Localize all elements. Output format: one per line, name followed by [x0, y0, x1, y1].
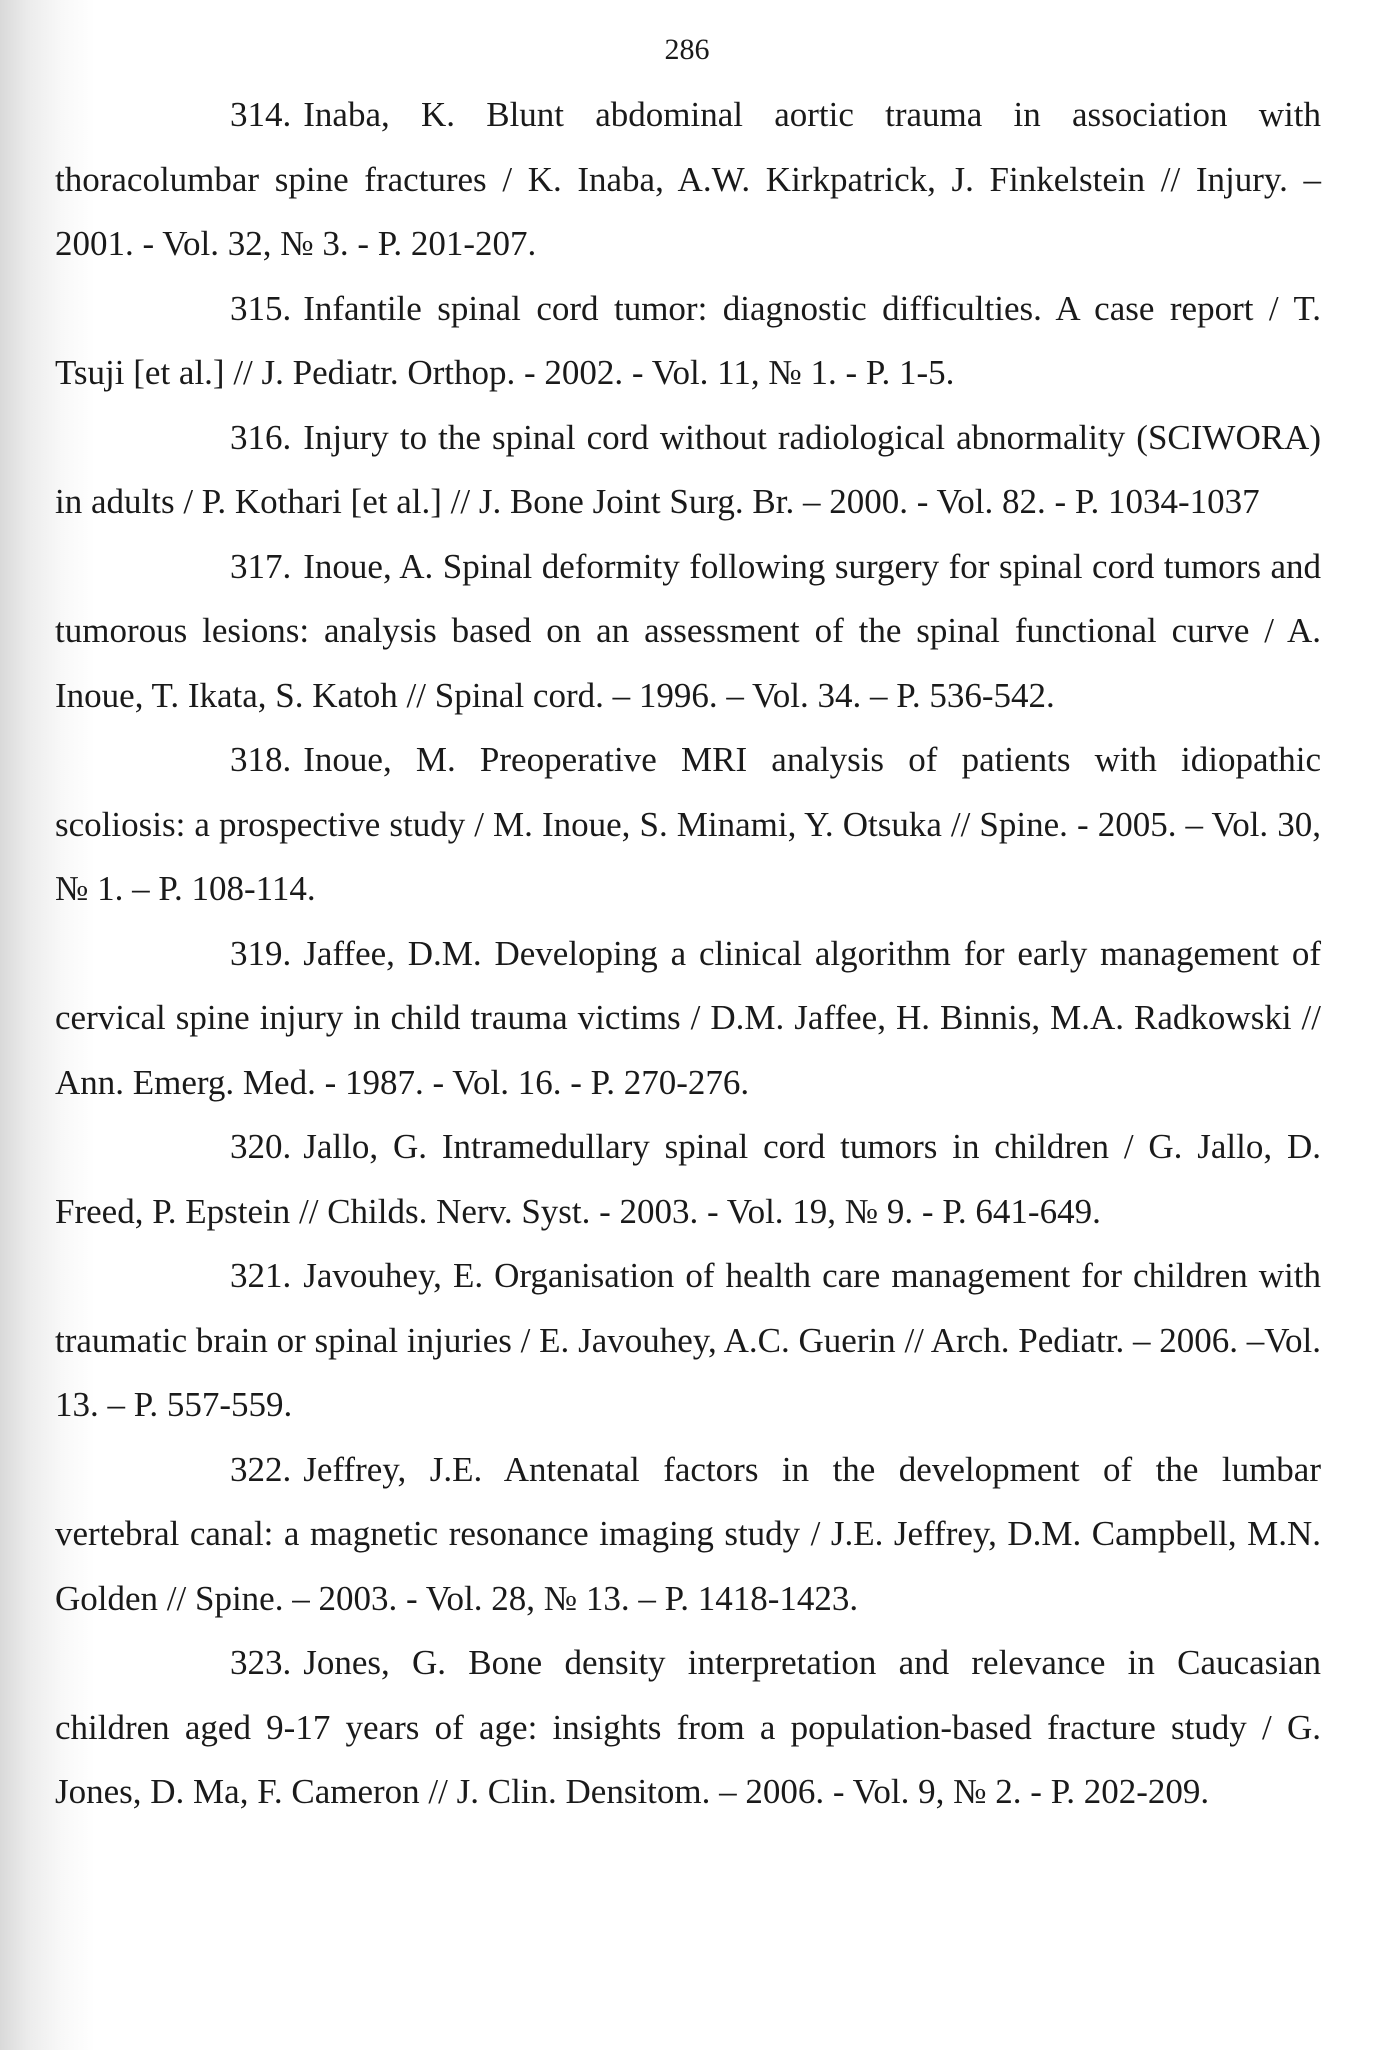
reference-number: 316. — [230, 417, 292, 457]
reference-text: Jaffee, D.M. Developing a clinical algorithm for early management of cervical spine injury in child trauma victims / D.M. Jaffee, H. Binnis, M.A. Radkowski // Ann. Emerg. Med. - 1987. - Vol. 16. - P. 270-276. — [55, 933, 1321, 1102]
reference-item — [55, 83, 1321, 277]
reference-item — [55, 922, 1321, 1116]
reference-number: 320. — [230, 1127, 292, 1166]
reference-item — [55, 1631, 1321, 1825]
reference-number: 317. — [230, 546, 292, 586]
reference-item — [55, 1438, 1321, 1632]
reference-text: Jones, G. Bone density interpretation and relevance in Caucasian children aged 9-17 years of age: insights from a population-based fracture study / G. Jones, D. Ma, F. Cameron // J. Clin. Densitom. – 2006. - Vol. 9, № 2. - P. 202-209. — [55, 1643, 1321, 1811]
reference-text: Jallo, G. Intramedullary spinal cord tumors in children / G. Jallo, D. Freed, P. Epstein // Childs. Nerv. Syst. - 2003. - Vol. 19, № 9. - P. 641-649. — [55, 1127, 1321, 1231]
reference-number: 319. — [230, 933, 292, 973]
reference-number: 315. — [230, 288, 292, 328]
reference-text: Javouhey, E. Organisation of health care management for children with traumatic brain or spinal injuries / E. Javouhey, A.C. Guerin // Arch. Pediatr. – 2006. –Vol. 13. – P. 557-559. — [55, 1256, 1321, 1424]
reference-number: 322. — [230, 1449, 292, 1489]
reference-text: Injury to the spinal cord without radiological abnormality (SCIWORA) in adults / P. Kothari [et al.] // J. Bone Joint Surg. Br. – 2000. - Vol. 82. - P. 1034-1037 — [55, 417, 1321, 521]
reference-item — [55, 406, 1321, 535]
reference-item — [55, 1244, 1321, 1438]
reference-text: Inoue, A. Spinal deformity following surgery for spinal cord tumors and tumorous lesions: analysis based on an assessment of the spinal functional curve / A. Inoue, T. Ikata, S. Katoh // Spinal cord. – 1996. – Vol. 34. – P. 536-542. — [55, 546, 1321, 715]
reference-text: Inoue, M. Preoperative MRI analysis of patients with idiopathic scoliosis: a prospective study / M. Inoue, S. Minami, Y. Otsuka // Spine. - 2005. – Vol. 30, № 1. – P. 108-114. — [55, 740, 1321, 908]
reference-text: Infantile spinal cord tumor: diagnostic difficulties. A case report / T. Tsuji [et al.] // J. Pediatr. Orthop. - 2002. - Vol. 11, № 1. - P. 1-5. — [55, 288, 1321, 392]
reference-number: 314. — [230, 95, 292, 134]
reference-item — [55, 277, 1321, 406]
reference-list — [55, 83, 1321, 1825]
reference-text: Jeffrey, J.E. Antenatal factors in the development of the lumbar vertebral canal: a magnetic resonance imaging study / J.E. Jeffrey, D.M. Campbell, M.N. Golden // Spine. – 2003. - Vol. 28, № 13. – P. 1418-1423. — [55, 1449, 1321, 1618]
reference-item — [55, 1115, 1321, 1244]
reference-item — [55, 535, 1321, 729]
reference-number: 318. — [230, 740, 292, 779]
reference-item — [55, 728, 1321, 922]
reference-text: Inaba, K. Blunt abdominal aortic trauma in association with thoracolumbar spine fractures / K. Inaba, A.W. Kirkpatrick, J. Finkelstein // Injury. – 2001. - Vol. 32, № 3. - P. 201-207. — [55, 95, 1321, 263]
page-number: 286 — [664, 33, 710, 66]
reference-number: 321. — [230, 1256, 292, 1295]
reference-number: 323. — [230, 1643, 292, 1682]
